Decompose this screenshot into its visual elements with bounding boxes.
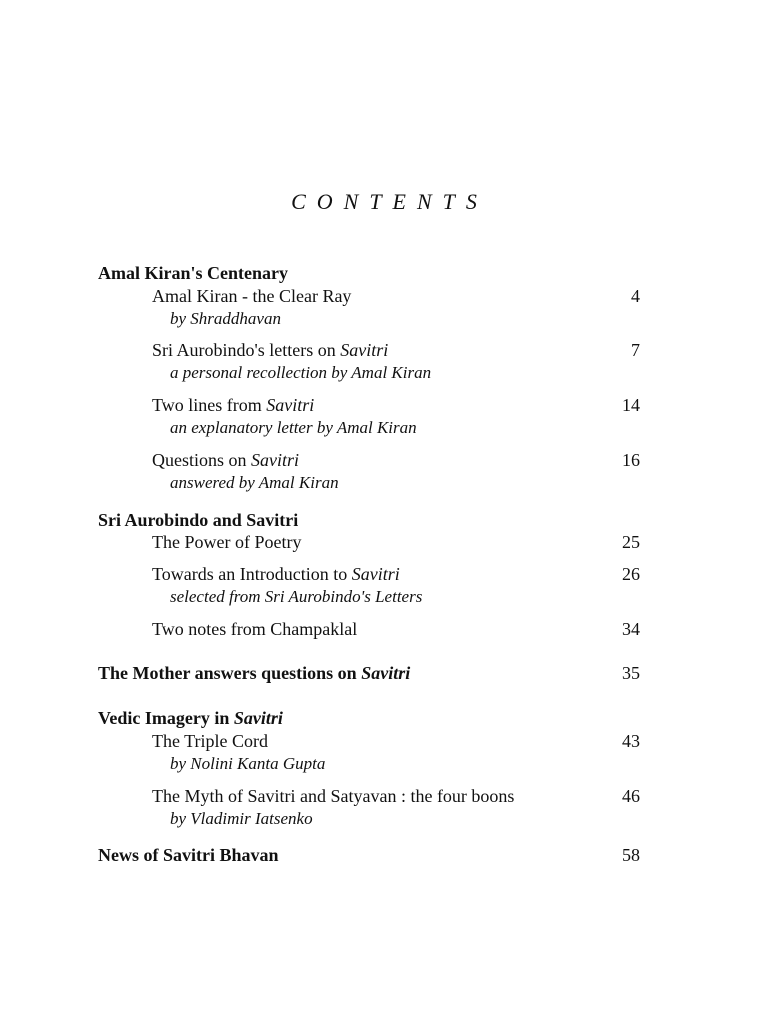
section-page: 35: [622, 663, 640, 683]
toc-entry-byline: answered by Amal Kiran: [170, 473, 339, 492]
toc-entry-page: 34: [622, 619, 640, 639]
toc-entry-byline: by Shraddhavan: [170, 309, 281, 328]
section-page: 58: [622, 845, 640, 865]
toc-entry-byline: by Nolini Kanta Gupta: [170, 754, 326, 773]
section-heading: News of Savitri Bhavan: [98, 845, 279, 865]
toc-entry-page: 26: [622, 564, 640, 584]
toc-entry-page: 25: [622, 532, 640, 552]
toc-entry-title: The Triple Cord: [152, 731, 269, 751]
toc-entry-byline: by Vladimir Iatsenko: [170, 809, 313, 828]
toc-entry-title: Sri Aurobindo's letters on Savitri: [152, 340, 389, 360]
toc-entry-page: 7: [631, 340, 640, 360]
section-heading: Sri Aurobindo and Savitri: [98, 510, 299, 530]
toc-entry-title: Towards an Introduction to Savitri: [152, 564, 400, 584]
section-heading: The Mother answers questions on Savitri: [98, 663, 411, 683]
section-heading: Vedic Imagery in Savitri: [98, 708, 283, 728]
toc-entry-page: 14: [622, 395, 640, 415]
toc-entry-page: 4: [631, 286, 640, 306]
contents-title: CONTENTS: [291, 189, 488, 214]
toc-entry-page: 16: [622, 450, 640, 470]
toc-entry-title: The Power of Poetry: [152, 532, 302, 552]
toc-entry-page: 46: [622, 786, 640, 806]
toc-entry-title: Two notes from Champaklal: [152, 619, 358, 639]
toc-entry-title: Questions on Savitri: [152, 450, 299, 470]
toc-entry-page: 43: [622, 731, 640, 751]
toc-entry-title: The Myth of Savitri and Satyavan : the four boons: [152, 786, 515, 806]
section-heading: Amal Kiran's Centenary: [98, 263, 288, 283]
toc-entry-title: Amal Kiran - the Clear Ray: [152, 286, 352, 306]
toc-entry-byline: selected from Sri Aurobindo's Letters: [170, 587, 423, 606]
toc-entry-title: Two lines from Savitri: [152, 395, 315, 415]
toc-entry-byline: an explanatory letter by Amal Kiran: [170, 418, 417, 437]
toc-entry-byline: a personal recollection by Amal Kiran: [170, 363, 432, 382]
